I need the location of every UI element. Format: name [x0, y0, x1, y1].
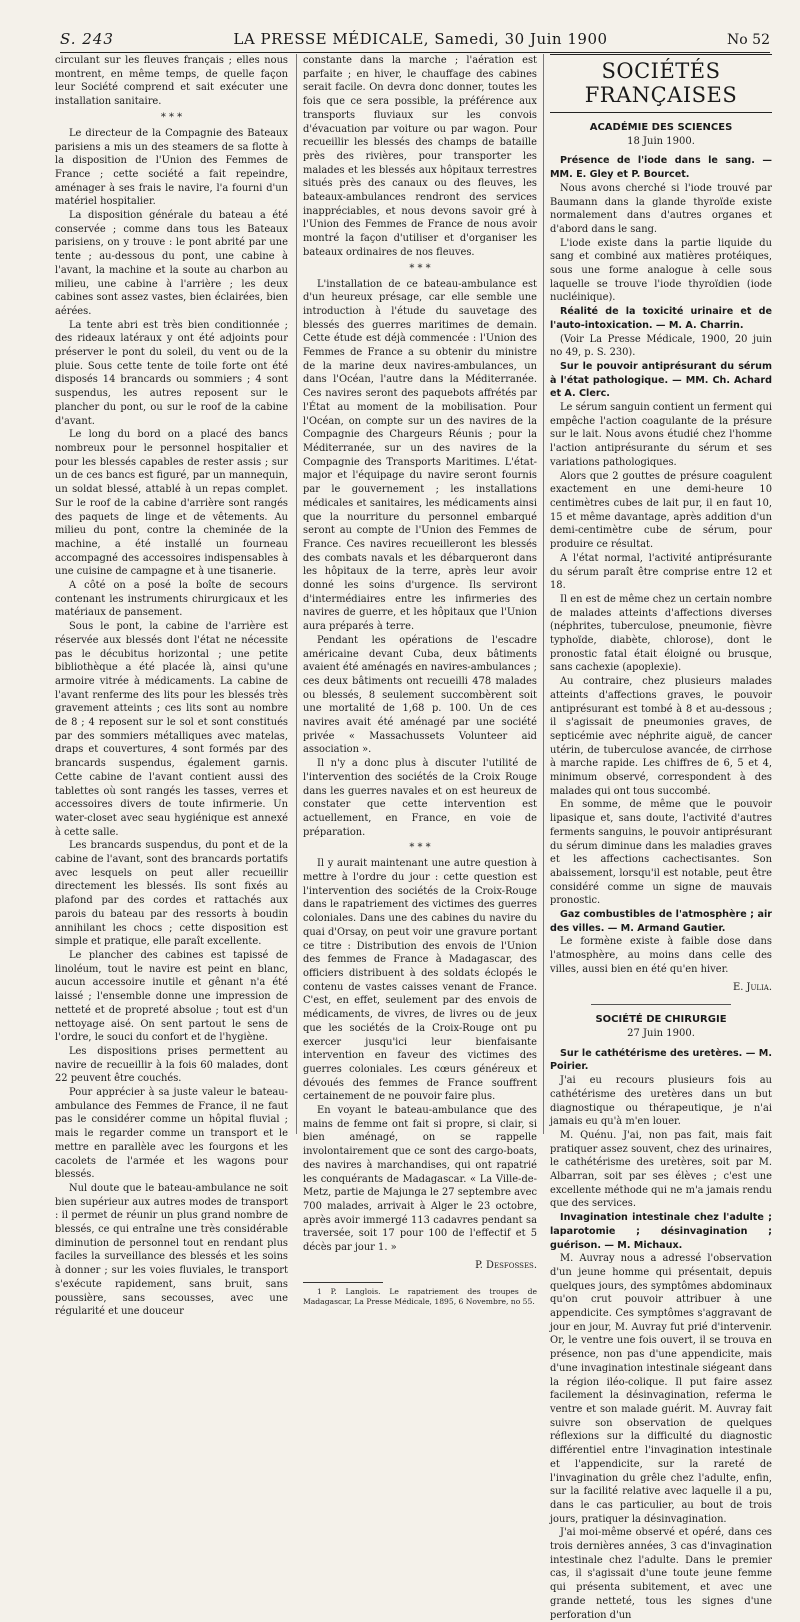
- paragraph: Sous le pont, la cabine de l'arrière est réservée aux blessés dont l'état ne nécessite pas le décubitus horizontal ; une petite bibliothèque a été placée là, ainsi qu'une armoire vitrée à médicaments. La cabine de l'avant renferme des lits pour les blessés très gravement atteints ; ces lits sont au nombre de 8 ; 4 reposent sur le sol et sont constitués par des sommiers métalliques avec matelas, draps et couvertures, 4 sont formés par des brancards suspendus, également garnis. Cette cabine de l'avant contient aussi des tablettes où sont rangés les tasses, verres et accessoires divers de toute infirmerie. Un water-closet avec seau hygiénique est annexé à cette salle.: [55, 621, 288, 838]
- paragraph: Il en est de même chez un certain nombre de malades atteints d'affections diverses (néphrites, tuberculose, pneumonie, fièvre typhoïde, diabète, chlorose), dont le pronostic fatal était éloigné ou brusque, sans cachexie (apoplexie).: [550, 593, 772, 674]
- paragraph: Il y aurait maintenant une autre question à mettre à l'ordre du jour : cette question est l'intervention des sociétés de la Croix-Rouge dans le rapatriement des victimes des guerres coloniales. Dans une des cabines du navire du quai d'Orsay, on peut voir une gravure portant ce titre : Distribution des envois de l'Union des femmes de France à Madagascar, des officiers distribuent à des soldats éclopés le contenu de vastes caisses venant de France. C'est, en effet, seulement par des envois de médicaments, de vivres, de livres ou de jeux que les sociétés de la Croix-Rouge ont pu exercer jusqu'ici leur bienfaisante intervention en faveur des victimes des guerres coloniales. Les cœurs généreux et dévoués des femmes de France souffrent certainement de ne pouvoir faire plus.: [303, 858, 537, 1103]
- section-stars: * * *: [409, 842, 431, 854]
- paragraph: Nul doute que le bateau-ambulance ne soit bien supérieur aux autres modes de transport : il permet de réunir un plus grand nombre de blessés, ce qui entraîne une très considérable diminution de personnel tout en rendant plus faciles la surveillance des blessés et les soins à donner ; sur les voies fluviales, le transport s'exécute rapidement, sans bruit, sans poussière, sans secousses, avec une régularité et une douceur: [55, 1182, 288, 1318]
- section-stars: * * *: [160, 111, 183, 123]
- entry-heading: Gaz combustibles de l'atmosphère ; air des villes. — M. Armand Gautier.: [550, 909, 772, 934]
- paragraph: Le long du bord on a placé des bancs nombreux pour le personnel hospitalier et pour les blessés capables de rester assis ; sur un de ces bancs est figuré, par un mannequin, un soldat blessé, attablé à un repas complet. Sur le roof de la cabine d'arrière sont rangés des paquets de linge et de vêtements. Au milieu du pont, contre la cheminée de la machine, a été installé un fourneau accompagné des accessoires indispensables à une cuisine de campagne et à une tisanerie.: [55, 429, 288, 578]
- paragraph: A l'état normal, l'activité antiprésurante du sérum paraît être comprise entre 12 et 18.: [550, 552, 772, 592]
- column-rule: [543, 54, 544, 1134]
- page-number: S. 243: [60, 30, 114, 48]
- paragraph: Alors que 2 gouttes de présure coagulent exactement en une demi-heure 10 centimètres cubes de lait pur, il en faut 10, 15 et même davantage, après addition d'un demi-centimètre cube de sérum, pour produire ce résultat.: [550, 470, 772, 551]
- paragraph: Les dispositions prises permettent au navire de recueillir à la fois 60 malades, dont 22 peuvent être couchés.: [55, 1045, 288, 1085]
- paragraph: La tente abri est très bien conditionnée ; des rideaux latéraux y ont été adjoints pour préserver le pont du soleil, du vent ou de la pluie. Sous cette tente de toile forte ont été disposés 14 brancards ou sommiers ; 4 sont suspendus, les autres reposent sur le plancher du pont, ou sur le roof de la cabine d'avant.: [55, 319, 288, 427]
- issue-number: No 52: [727, 32, 770, 48]
- entry-heading: Réalité de la toxicité urinaire et de l'auto-intoxication. — M. A. Charrin.: [550, 306, 772, 331]
- session-date: 18 Juin 1900.: [627, 135, 695, 147]
- paragraph: circulant sur les fleuves français ; elles nous montrent, en même temps, de quelle façon leur Société comprend et sait exécuter une installation sanitaire.: [55, 55, 288, 108]
- entry-heading: Présence de l'iode dans le sang. — MM. E. Gley et P. Bourcet.: [550, 155, 772, 181]
- paragraph: Le formène existe à faible dose dans l'atmosphère, au moins dans celle des villes, aussi bien en été qu'en hiver.: [550, 936, 772, 975]
- paragraph: Pour apprécier à sa juste valeur le bateau-ambulance des Femmes de France, il ne faut pas le considérer comme un hôpital fluvial ; mais le regarder comme un transport et le mettre en parallèle avec les fourgons et les cacolets de l'armée et les wagons pour blessés.: [55, 1087, 288, 1181]
- paragraph: L'installation de ce bateau-ambulance est d'un heureux présage, car elle semble une introduction à l'étude du sauvetage des blessés des guerres maritimes de demain. Cette étude est déjà commencée : l'Union des Femmes de France a su obtenir du ministre de la marine deux navires-ambulances, un dans l'Océan, l'autre dans la Méditerranée. Ces navires seront des paquebots affrétés par l'État au moment de la mobilisation. Pour l'Océan, on compte sur un des navires de la Compagnie des Chargeurs Réunis ; pour la Méditerranée, sur un des navires de la Compagnie des Transports Maritimes. L'état-major et l'équipage du navire seront fournis par le gouvernement ; les installations médicales et sanitaires, les médicaments ainsi que la nourriture du personnel embarqué seront au compte de l'Union des Femmes de France. Ces navires recueilleront les blessés des combats navals et les débarqueront dans les hôpitaux de la terre, après leur avoir donné les soins d'urgence. Ils serviront d'intermédiaires entre les infirmeries des navires de guerre, et les hôpitaux que l'Union aura préparés à terre.: [303, 278, 537, 633]
- paragraph: Au contraire, chez plusieurs malades atteints d'affections graves, le pouvoir antiprésurant est tombé à 8 et au-dessous ; il s'agissait de pneumonies graves, de septicémie avec néphrite aiguë, de cancer utérin, de tuberculose avancée, de cirrhose à marche rapide. Les chiffres de 6, 5 et 4, minimum observé, correspondent à des malades qui ont tous succombé.: [550, 676, 772, 797]
- paragraph: (Voir La Presse Médicale, 1900, 20 juin no 49, p. S. 230).: [550, 333, 772, 359]
- society-title: ACADÉMIE DES SCIENCES: [589, 122, 733, 133]
- footnote: 1 P. Langlois. Le rapatriement des troupes de Madagascar, La Presse Médicale, 1895, 6 Novembre, no 55.: [303, 1287, 537, 1306]
- session-date: 27 Juin 1900.: [627, 1028, 695, 1039]
- entry-heading: Sur le pouvoir antiprésurant du sérum à l'état pathologique. — MM. Ch. Achard et A. Clerc.: [550, 360, 772, 400]
- entry-heading: Invagination intestinale chez l'adulte ; laparotomie ; désinvagination ; guérison. — M. Michaux.: [550, 1212, 772, 1251]
- footnote-divider: [303, 1282, 383, 1283]
- author-signature: E. Julia.: [733, 981, 772, 993]
- paragraph: M. Quénu. J'ai, non pas fait, mais fait pratiquer assez souvent, chez des urinaires, le cathétérisme des uretères, soit par M. Albarran, soit par ses élèves ; c'est une excellente méthode qui ne m'a jamais rendu que des services.: [550, 1129, 772, 1210]
- page-header: [60, 8, 770, 53]
- paragraph: J'ai eu recours plusieurs fois au cathétérisme des uretères dans un but diagnostique ou thérapeutique, je n'ai jamais eu qu'à m'en louer.: [550, 1075, 772, 1128]
- paragraph: L'iode existe dans la partie liquide du sang et combiné aux matières protéiques, sous une forme analogue à celle sous laquelle se trouve l'iode thyroïdien (iode nucléinique).: [550, 237, 772, 304]
- paragraph: Nous avons cherché si l'iode trouvé par Baumann dans la glande thyroïde existe normalement dans d'autres organes et d'abord dans le sang.: [550, 182, 772, 235]
- paragraph: Pendant les opérations de l'escadre américaine devant Cuba, deux bâtiments avaient été aménagés en navires-ambulances ; ces deux bâtiments ont recueilli 478 malades ou blessés, 8 seulement succombèrent soit une mortalité de 1,68 p. 100. Un de ces navires avait été aménagé par une société privée « Massachussets Volunteer aid association ».: [303, 634, 537, 756]
- paragraph: J'ai moi-même observé et opéré, dans ces trois dernières années, 3 cas d'invagination intestinale chez l'adulte. Dans le premier cas, il s'agissait d'une toute jeune femme qui présenta subitement, et avec une grande netteté, tous les signes d'une perforation d'un: [550, 1527, 772, 1621]
- journal-title: LA PRESSE MÉDICALE, Samedi, 30 Juin 1900: [233, 30, 608, 48]
- column-3: [550, 54, 772, 1621]
- paragraph: M. Auvray nous a adressé l'observation d'un jeune homme qui présentait, depuis quelques jours, des symptômes abdominaux qu'on crut pouvoir attribuer à une appendicite. Ces symptômes s'aggravant de jour en jour, M. Auvray fut prié d'intervenir. Or, le ventre une fois ouvert, il se trouva en présence, non pas d'une appendicite, mais d'une invagination intestinale siégeant dans la région iléo-colique. Il put faire assez facilement la désinvagination, referma le ventre et son malade guérit. M. Auvray fait suivre son observation de quelques réflexions sur la difficulté du diagnostic différentiel entre l'invagination intestinale et l'appendicite, sur la rareté de l'invagination du grêle chez l'adulte, enfin, sur la facilité relative avec laquelle il a pu, dans le cas particulier, au bout de trois jours, pratiquer la désinvagination.: [550, 1253, 772, 1525]
- paragraph: Les brancards suspendus, du pont et de la cabine de l'avant, sont des brancards portatifs avec lesquels on peut aller recueillir directement les blessés. Ils sont fixés au plafond par des cordes et rattachés aux parois du bateau par des ressorts à boudin annihilant les chocs ; cette disposition est simple et pratique, elle paraît excellente.: [55, 840, 288, 948]
- paragraph: A côté on a posé la boîte de secours contenant les instruments chirurgicaux et les matériaux de pansement.: [55, 580, 288, 619]
- paragraph: Le sérum sanguin contient un ferment qui empêche l'action coagulante de la présure sur le lait. Nous avons étudié chez l'homme l'action antiprésurante du sérum et ses variations pathologiques.: [550, 402, 772, 468]
- entry-heading: Sur le cathétérisme des uretères. — M. Poirier.: [550, 1047, 772, 1073]
- author-signature: P. Desfosses.: [475, 1259, 537, 1271]
- section-divider: [591, 1004, 731, 1005]
- section-title: SOCIÉTÉS FRANÇAISES: [550, 54, 772, 113]
- paragraph: La disposition générale du bateau a été conservée ; comme dans tous les Bateaux parisiens, on y trouve : le pont abrité par une tente ; au-dessous du pont, une cabine à l'avant, la machine et la soute au charbon au milieu, une cabine à l'arrière ; les deux cabines sont assez vastes, bien éclairées, bien aérées.: [55, 210, 288, 317]
- section-stars: * * *: [409, 262, 431, 274]
- paragraph: En somme, de même que le pouvoir lipasique et, sans doute, l'activité d'autres ferments sanguins, le pouvoir antiprésurant du sérum diminue dans les maladies graves et les affections cachectisantes. Son abaissement, lorsqu'il est notable, peut être considéré comme un signe de mauvais pronostic.: [550, 799, 772, 907]
- column-2: [303, 54, 537, 1306]
- column-1: [55, 54, 288, 1318]
- society-title: SOCIÉTÉ DE CHIRURGIE: [595, 1014, 727, 1026]
- paragraph: constante dans la marche ; l'aération est parfaite ; en hiver, le chauffage des cabines serait facile. On devra donc donner, toutes les fois que ce sera possible, la préférence aux transports fluviaux sur les convois d'évacuation par voiture ou par wagon. Pour recueillir les blessés des champs de bataille près des rivières, pour transporter les malades et les blessés aux hôpitaux terrestres situés près des canaux ou des fleuves, les bateaux-ambulances rendront des services inappréciables, et nous devons savoir gré à l'Union des Femmes de France de nous avoir montré la façon d'utiliser et d'organiser les bateaux ordinaires de nos fleuves.: [303, 55, 537, 258]
- paragraph: Le plancher des cabines est tapissé de linoléum, tout le navire est peint en blanc, aucun accessoire inutile et gênant n'a été laissé ; l'ensemble donne une impression de netteté et de propreté absolue ; tout est d'un nettoyage aisé. On sent partout le sens de l'ordre, le souci du confort et de l'hygiène.: [55, 950, 288, 1044]
- paragraph: En voyant le bateau-ambulance que des mains de femme ont fait si propre, si clair, si bien aménagé, on se rappelle involontairement que ce sont des cargo-boats, des navires à marchandises, qui ont rapatrié les conquérants de Madagascar. « La Ville-de-Metz, partie de Majunga le 27 septembre avec 700 malades, arrivait à Alger le 23 octobre, après avoir immergé 113 cadavres pendant sa traversée, soit 17 pour 100 de l'effectif et 5 décès par jour 1. »: [303, 1105, 537, 1254]
- column-rule: [296, 54, 297, 1134]
- paragraph: Le directeur de la Compagnie des Bateaux parisiens a mis un des steamers de sa flotte à la disposition de l'Union des Femmes de France ; cette société a fait repeindre, aménager à ses frais le navire, l'a fourni d'un matériel hospitalier.: [55, 127, 288, 208]
- paragraph: Il n'y a donc plus à discuter l'utilité de l'intervention des sociétés de la Croix Rouge dans les guerres navales et on est heureux de constater que cette intervention est actuellement, en France, en voie de préparation.: [303, 758, 537, 838]
